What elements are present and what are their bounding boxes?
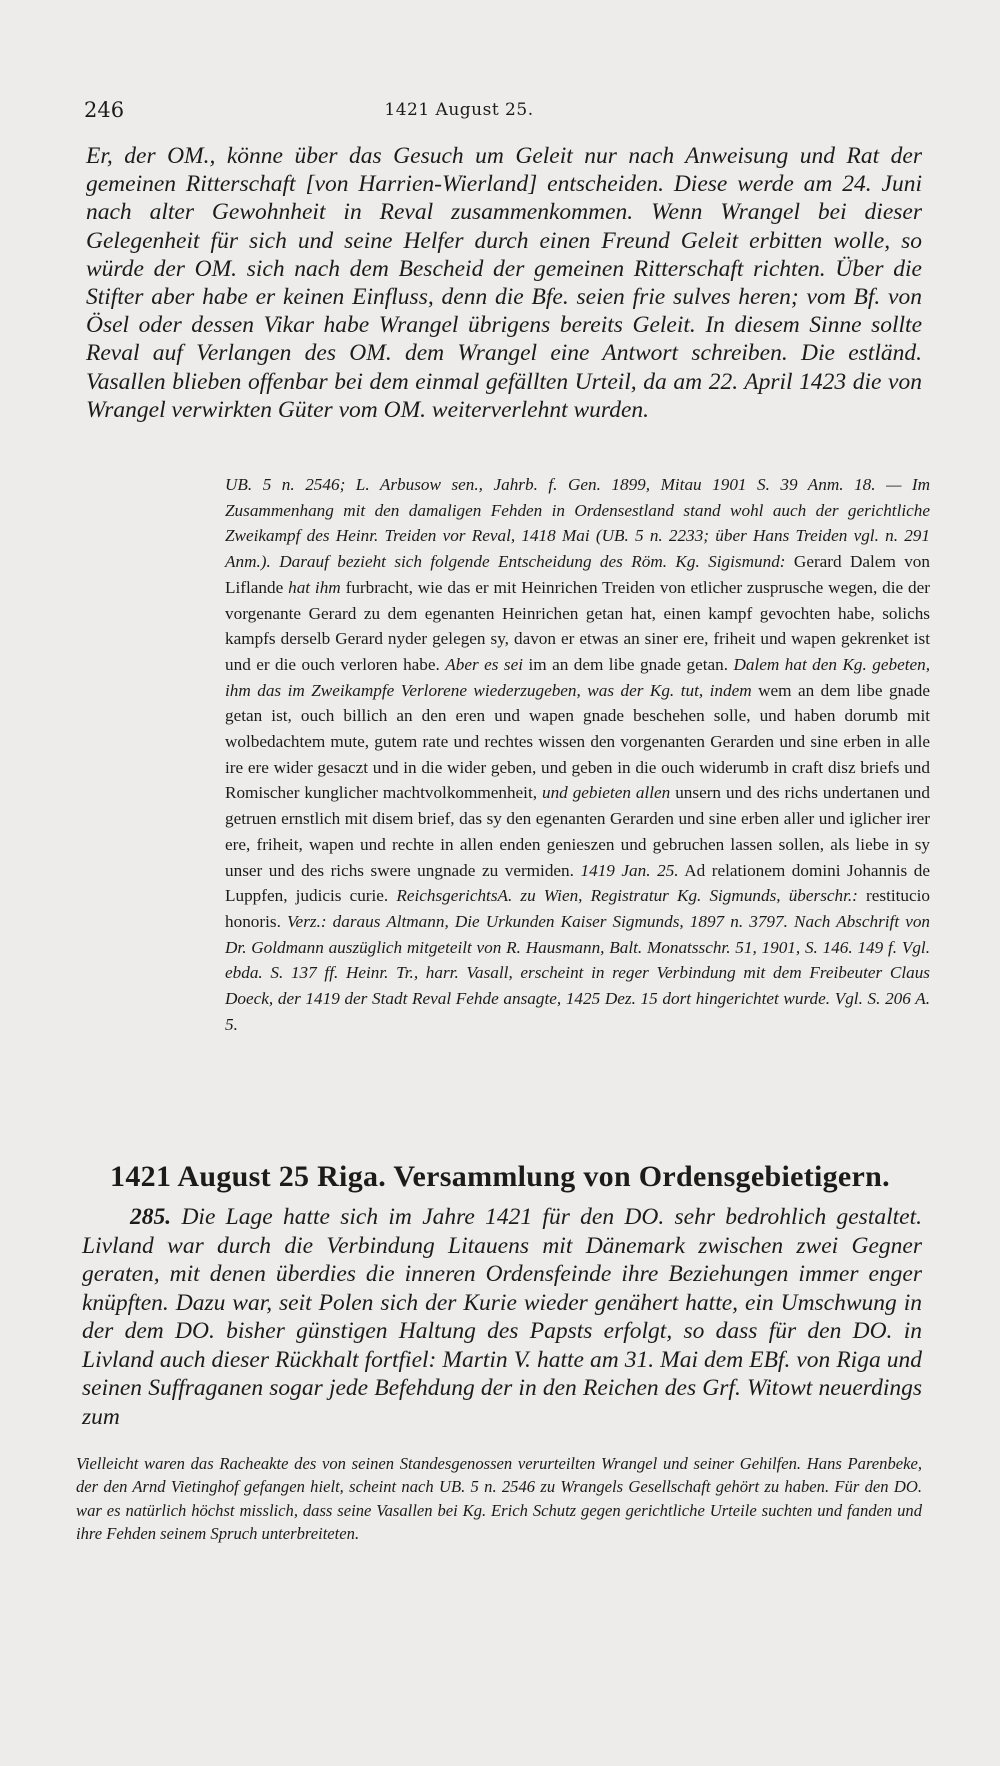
notes-segment: furbracht, wie das er mit Heinrichen Treiden von etlicher zusprusche wegen, die der vorgenante Gerard zu dem egenanten Heinrichen getan hat, einen kampf gevochten habe, solichs kampfs derselb Gerard nyder gelegen sy, davon er etwas an siner ere, friheit und wapen gekrenket ist und er die ouch verloren habe.	[225, 577, 930, 674]
notes-segment: UB. 5 n. 2546; L. Arbusow sen., Jahrb. f. Gen. 1899, Mitau 1901 S. 39 Anm. 18. — Im Zusammenhang mit den damaligen Fehden in Ordensestland stand wohl auch der gerichtliche Zweikampf des Heinr. Treiden vor Reval, 1418 Mai (UB. 5 n. 2233; über Hans Treiden vgl. n. 291 Anm.). Darauf bezieht sich folgende Entscheidung des Röm. Kg. Sigismund:	[225, 475, 930, 572]
page-number: 246	[84, 98, 125, 122]
notes-segment: im an dem libe gnade getan.	[523, 654, 734, 674]
entry-number: 285.	[130, 1204, 172, 1230]
entry-paragraph	[82, 1203, 922, 1431]
notes-segment: und gebieten allen	[541, 783, 671, 803]
notes-segment: Ad relationem domini Johannis de Luppfen, judicis curie.	[225, 860, 930, 906]
notes-segment: ReichsgerichtsA. zu Wien, Registratur Kg. Sigmunds, überschr.:	[396, 886, 858, 906]
notes-segment: 1419 Jan. 25.	[580, 860, 679, 880]
notes-segment: restitucio honoris.	[225, 886, 930, 931]
footnote: Vielleicht waren das Racheakte des von seinen Standesgenossen verurteilten Wrangel und seiner Gehilfen. Hans Parenbeke, der den Arnd Vietinghof gefangen hielt, scheint nach UB. 5 n. 2546 zu Wrangels Gesellschaft gehört zu haben. Für den DO. war es natürlich höchst misslich, dass seine Vasallen bei Kg. Erich Schutz gegen gerichtliche Urteile suchten und fanden und ihre Fehden seinem Spruch unterbreiteten.	[76, 1454, 922, 1544]
entry-text: Die Lage hatte sich im Jahre 1421 für den DO. sehr bedrohlich gestaltet. Livland war durch die Verbindung Litauens mit Dänemark zwischen zwei Gegner geraten, mit denen überdies die inneren Ordensfeinde ihre Beziehungen immer enger knüpften. Dazu war, seit Polen sich der Kurie wieder genähert hatte, ein Umschwung in der dem DO. bisher günstigen Haltung des Papsts erfolgt, so dass für den DO. in Livland auch dieser Rückhalt fortfiel: Martin V. hatte am 31. Mai dem EBf. von Riga und seinen Suffraganen sogar jede Befehdung der in den Reichen des Grf. Witowt neuerdings zum	[82, 1204, 923, 1430]
notes-segment: unsern und des richs undertanen und getruen ernstlich mit disem brief, das sy den egenanten Gerarden und sine erben aller und iglicher irer ere, friheit, wapen und rechte in allen enden genieszen und gebruchen lassen sollen, als liebe in sy unser und des richs swere ungnade zu vermiden.	[225, 783, 930, 880]
notes-segment: wem an dem libe gnade getan ist, ouch billich an den eren und wapen gnade beschehen solle, und haben dorumb mit wolbedachtem mute, gutem rate und rechtes wissen den vorgenanten Gerarden und sine erben in alle ire ere wider gesaczt und in die wider geben, und geben in die ouch widerumb in craft disz briefs und Romischer kunglicher machtvolkommenheit,	[225, 680, 930, 803]
running-head	[84, 98, 924, 128]
body-paragraph: Er, der OM., könne über das Gesuch um Geleit nur nach Anweisung und Rat der gemeinen Ritterschaft [von Harrien-Wierland] entscheiden. Diese werde am 24. Juni nach alter Gewohnheit in Reval zusammenkommen. Wenn Wrangel bei dieser Gelegenheit für sich und seine Helfer durch einen Freund Geleit erbitten wolle, so würde der OM. sich nach dem Bescheid der gemeinen Ritterschaft richten. Über die Stifter aber habe er keinen Einfluss, denn die Bfe. seien frie sulves heren; vom Bf. von Ösel oder dessen Vikar habe Wrangel übrigens bereits Geleit. In diesem Sinne sollte Reval auf Verlangen des OM. dem Wrangel eine Antwort schreiben. Die estländ. Vasallen blieben offenbar bei dem einmal gefällten Urteil, da am 22. April 1423 die von Wrangel verwirkten Güter vom OM. weiterverlehnt wurden.	[86, 143, 922, 423]
source-notes	[225, 472, 930, 1037]
notes-segment: Aber es sei	[445, 654, 524, 674]
notes-segment: hat ihm	[288, 577, 341, 597]
notes-segment: Verz.: daraus Altmann, Die Urkunden Kaiser Sigmunds, 1897 n. 3797. Nach Abschrift von Dr. Goldmann auszüglich mitgeteilt von R. Hausmann, Balt. Monatsschr. 51, 1901, S. 146. 149 f. Vgl. ebda. S. 137 ff. Heinr. Tr., harr. Vasall, erscheint in reger Verbindung mit dem Freibeuter Claus Doeck, der 1419 der Stadt Reval Fehde ansagte, 1425 Dez. 15 dort hingerichtet wurde. Vgl. S. 206 A. 5.	[225, 911, 931, 1034]
notes-segment: Dalem hat den Kg. gebeten, ihm das im Zweikampfe Verlorene wiederzugeben, was der Kg. tut, indem	[225, 654, 930, 700]
section-heading: 1421 August 25 Riga. Versammlung von Ordensgebietigern.	[110, 1160, 890, 1193]
notes-segment: Gerard Dalem von Liflande	[225, 552, 930, 597]
running-head-date: 1421 August 25.	[384, 100, 534, 120]
